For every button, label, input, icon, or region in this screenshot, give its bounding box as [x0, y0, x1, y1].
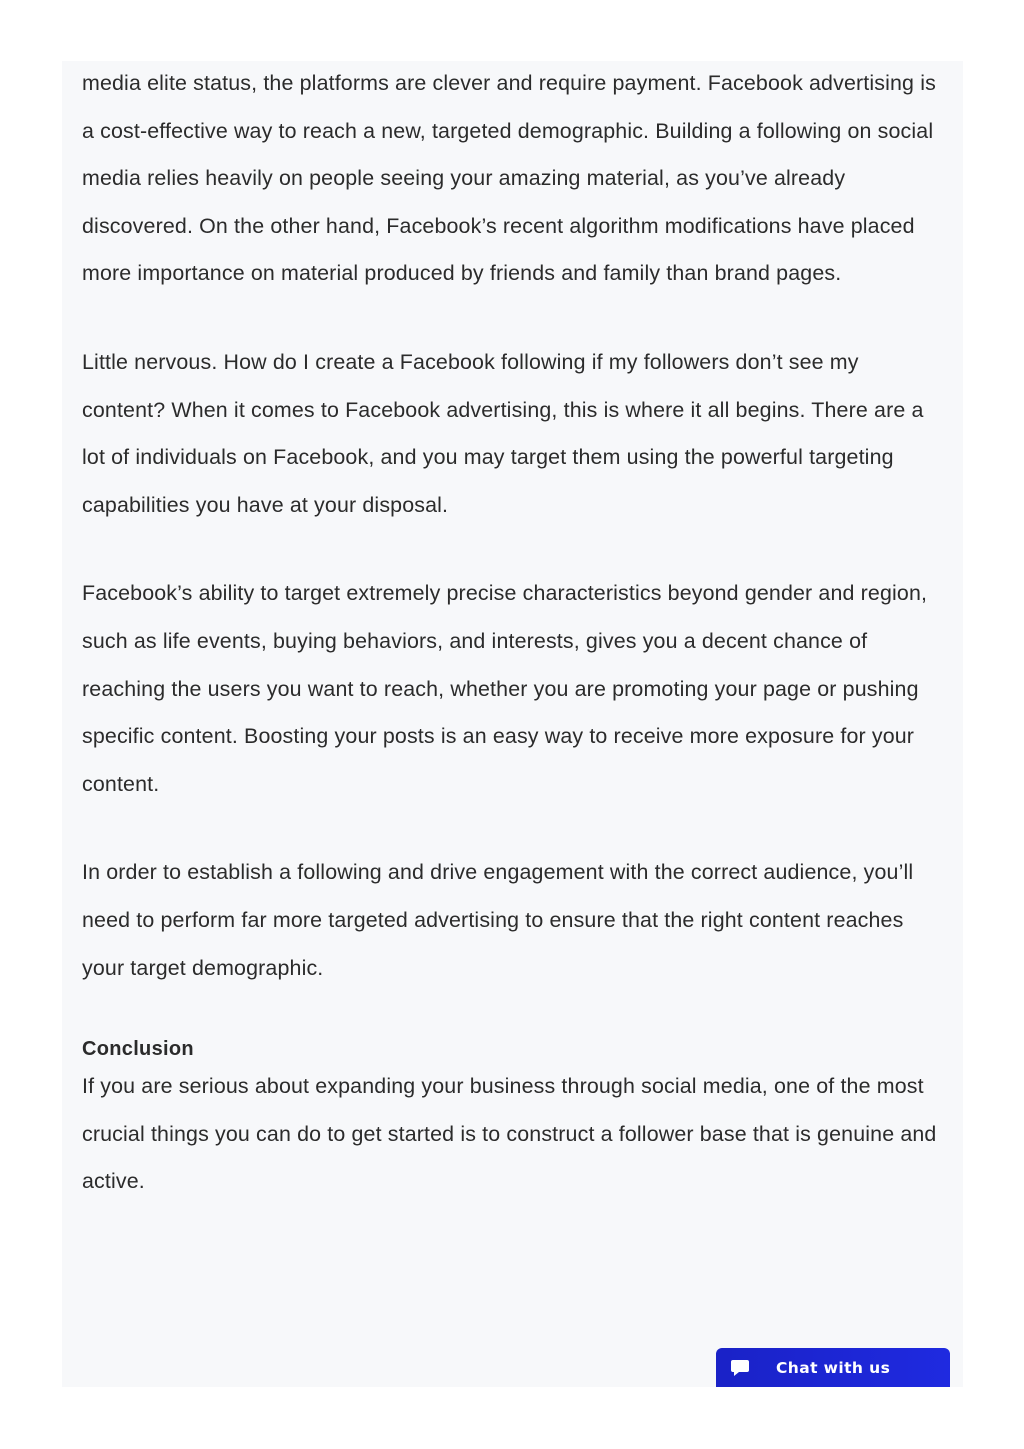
- article-paragraph-2: Little nervous. How do I create a Facebook following if my followers don’t see my content? When it comes to Facebook advertising, this is where it all begins. There are a lot of individuals on Facebook, and you may target them using the powerful targeting capabilities you have at your disposal.: [82, 349, 924, 517]
- article-paragraph-1: media elite status, the platforms are clever and require payment. Facebook advertising is a cost-effective way to reach a new, targeted demographic. Building a following on social media relies heavily on people seeing your amazing material, as you’ve already discovered. On the other hand, Facebook’s recent algorithm modifications have placed more importance on material produced by friends and family than brand pages.: [82, 71, 936, 286]
- chat-with-us-label: Chat with us: [776, 1358, 891, 1377]
- chat-bubble-icon: [716, 1348, 764, 1387]
- chat-with-us-button[interactable]: [716, 1348, 950, 1387]
- article-body: [62, 61, 963, 1387]
- article-paragraph-3: Facebook’s ability to target extremely precise characteristics beyond gender and region, such as life events, buying behaviors, and interests, gives you a decent chance of reaching the users you want to reach, whether you are promoting your page or pushing specific content. Boosting your posts is an easy way to receive more exposure for your content.: [82, 581, 928, 796]
- conclusion-paragraph: If you are serious about expanding your business through social media, one of the most crucial things you can do to get started is to construct a follower base that is genuine and active.: [82, 1074, 937, 1194]
- conclusion-heading: Conclusion: [82, 1038, 194, 1061]
- article-paragraph-4: In order to establish a following and drive engagement with the correct audience, you’ll need to perform far more targeted advertising to ensure that the right content reaches your target demographic.: [82, 860, 914, 980]
